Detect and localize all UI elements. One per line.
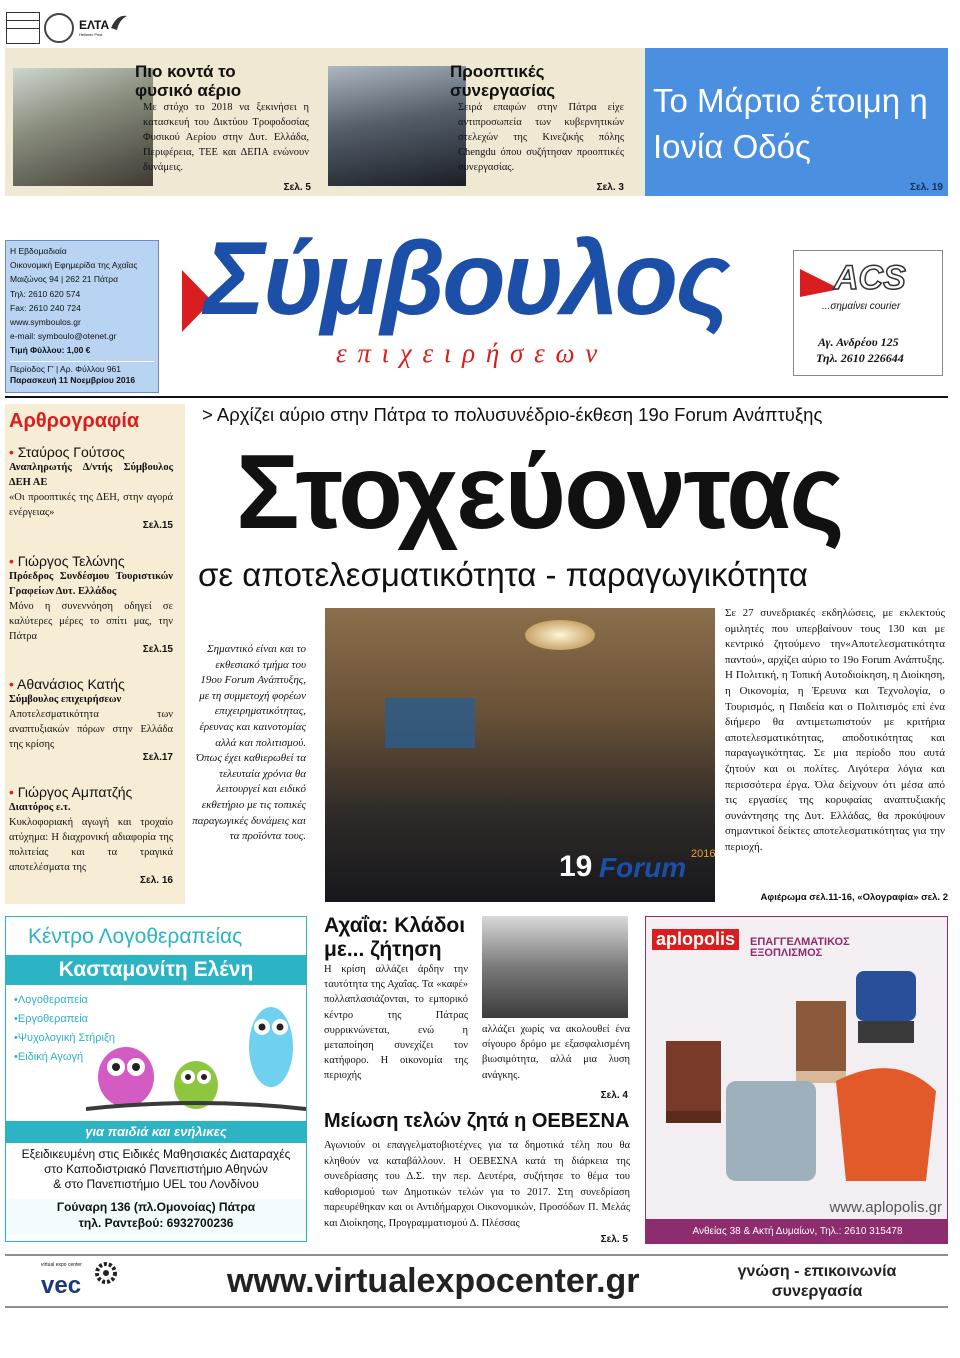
aplopolis-tagline: ΕΠΑΓΓΕΛΜΑΤΙΚΟΣ ΕΞΟΠΛΙΣΜΟΣ (750, 936, 850, 959)
teaser-coop-text: Σειρά επαφών στην Πάτρα είχε αντιπροσωπεία των κυβερνητικών στελεχών της Κινεζικής πόλης Chengdu όπου συζήτησαν προοπτικές συνεργασίας. (458, 102, 624, 173)
speech-ad-audience (6, 1121, 306, 1143)
elta-sub: Hellenic Post (79, 32, 103, 37)
teaser-ionia-page: Σελ. 19 (910, 182, 943, 193)
speech-ad-address: Γούναρη 136 (πλ.Ομονοίας) Πάτρα (56, 1200, 256, 1214)
speech-ad-spec-line: στο Καποδιστριακό Πανεπιστήμιο Αθηνών (44, 1162, 268, 1176)
teaser-gas[interactable] (5, 48, 315, 196)
vec-slogan-line: συνεργασία (771, 1283, 863, 1300)
sidebar-article-page: Σελ. 16 (140, 875, 173, 886)
sidebar-article-role: Διαιτόρος ε.τ. (9, 802, 71, 813)
sidebar-article[interactable] (9, 676, 173, 763)
sidebar-article[interactable] (9, 444, 173, 531)
vec-logo: vec (41, 1272, 82, 1299)
acs-ad[interactable] (793, 250, 943, 376)
postage-stamp (6, 12, 40, 44)
sidebar-article-text: «Οι προοπτικές της ΔΕΗ, στην αγορά ενέργειας» (9, 492, 173, 518)
lead-photo (325, 608, 715, 902)
sidebar-article-text: Μόνο η συνεννόηση οδηγεί σε καλύτερες μέρες το σπίτι μας, την Πάτρα (9, 601, 173, 642)
masthead-rule (5, 396, 948, 398)
forum-logo-year: 2016 (691, 848, 715, 860)
lead-body (725, 606, 945, 856)
chairs-illustration-icon (646, 961, 948, 1201)
story-achaia-page: Σελ. 4 (600, 1090, 628, 1101)
speech-ad[interactable] (5, 916, 307, 1242)
sidebar-article-author: • Σταύρος Γούτσος (9, 444, 125, 460)
speech-ad-title2-text: Κασταμονίτη Ελένη (58, 958, 254, 981)
lead-footer[interactable]: Αφιέρωμα σελ.11-16, «Ολογραφία» σελ. 2 (760, 892, 948, 903)
sidebar-article-author: • Αθανάσιος Κατής (9, 676, 125, 692)
sidebar-article-role: Αναπληρωτής Δ/ντής Σύμβουλος ΔΕΗ ΑΕ (9, 462, 173, 488)
service-item: •Ψυχολογική Στήριξη (14, 1032, 115, 1044)
info-line: Μαιζώνος 94 | 262 21 Πάτρα (10, 274, 119, 285)
forum-logo-number: 19 (559, 850, 593, 883)
sidebar-article-role: Σύμβουλος επιχειρήσεων (9, 694, 122, 705)
story-achaia-text2: αλλάζει χωρίς να ακολουθεί ένα σίγουρο δρόμο με εξασφαλισμένη βιωσιμότητα, αλλά μια λυση ανάγκης. (482, 1024, 630, 1081)
story-achaia[interactable] (324, 914, 630, 1104)
service-item: •Εργοθεραπεία (14, 1013, 88, 1025)
info-line: Οικονομική Εφημερίδα της Αχαΐας (10, 260, 138, 271)
speech-ad-phone: τηλ. Ραντεβού: 6932700236 (78, 1216, 234, 1230)
speech-ad-specs (6, 1147, 306, 1192)
vec-small-text: virtual expo center (41, 1262, 82, 1268)
speech-ad-audience-text: για παιδιά και ενήλικες (85, 1124, 227, 1139)
logo-main: Σύμβουλος (204, 221, 728, 337)
masthead-logo (176, 221, 776, 378)
story-achaia-title: Αχαΐα: Κλάδοι με... ζήτηση (324, 914, 466, 961)
logo-sub: ε π ι χ ε ι ρ ή σ ε ω ν (336, 338, 600, 368)
sidebar-article-page: Σελ.17 (142, 752, 173, 763)
info-line: Τηλ: 2610 620 574 (10, 288, 81, 299)
speech-ad-spec-line: & στο Πανεπιστήμιο UEL του Λονδίνου (53, 1177, 259, 1191)
story-oevesna-page: Σελ. 5 (600, 1234, 628, 1245)
lead-kicker[interactable]: > Αρχίζει αύριο στην Πάτρα το πολυσυνέδριο-έκθεση 19ο Forum Ανάπτυξης (202, 404, 823, 425)
aplopolis-address-text: Ανθείας 38 & Ακτή Δυμαίων, Τηλ.: 2610 315478 (692, 1226, 903, 1237)
speech-ad-contact (6, 1199, 306, 1235)
teaser-coop-photo (328, 66, 466, 186)
acs-tagline: ...σημαίνει courier (822, 301, 901, 312)
service-item: •Ειδική Αγωγή (14, 1051, 84, 1063)
sidebar-article-text: Αποτελεσματικότητα των αναπτυξιακών πόρων στην Ελλάδα της κρίσης (9, 709, 173, 750)
speech-ad-title1: Κέντρο Λογοθεραπείας (28, 925, 243, 948)
forum-logo (555, 834, 715, 902)
speech-ad-spec-line: Εξειδικευμένη στις Ειδικές Μαθησιακές Διαταραχές (21, 1147, 291, 1161)
lead-headline[interactable]: Στοχεύοντας (236, 433, 843, 551)
lead-photo-light (525, 620, 595, 650)
info-line: Fax: 2610 240 724 (10, 302, 81, 313)
vec-banner[interactable] (5, 1254, 948, 1308)
elta-logo (79, 18, 109, 37)
teaser-ionia[interactable] (645, 48, 948, 196)
sidebar-article-author: • Γιώργος Αμπατζής (9, 784, 133, 800)
lead-photo-stand (385, 698, 475, 748)
info-line: e-mail: symboulo@otenet.gr (10, 331, 117, 342)
lead-subhead: σε αποτελεσματικότητα - παραγωγικότητα (198, 556, 808, 593)
lead-body-p2: Η Πολιτική, η Τοπική Αυτοδιοίκηση, η Διοίκηση, η Οικονομία, η Έρευνα και Τεχνολογία, ο Τουρισμός, η Παιδεία και ο Πολιτισμός επί ένα διήμερο θα αντιμετωπιστούν με κριτήρια αποτελεσματικότητας, αποδοτικότητας και παραγωγικότητας. Σε μια περίοδο που αυτά ζητούν και οι πολίτες. Λιγότερα λόγια και περισσότερα έργα. Όλα δείχνουν ότι μέσα από τις εργασίες της κορυφαίας αναπτυξιακής συνάντησης της Δυτ. Ελλάδας, θα προκύψουν σημαντικοί δείκτες αποτελεσματικότητας για την περιοχή. (725, 669, 945, 853)
sidebar-article-page: Σελ.15 (142, 644, 173, 655)
lead-caption: Σημαντικό είναι και το εκθεσιακό τμήμα του 19ου Forum Ανάπτυξης, με τη συμμετοχή φορέων επιχειρηματικότητας, έρευνας και καινοτομίας αλλά και πολιτισμού. Όπως έχει καθιερωθεί τα τελευταία χρόνια θα λειτουργεί και ειδικό εκθετήριο με τις τοπικές παραγωγικές δυνάμεις και τα προϊόντα τους. (192, 643, 306, 843)
speech-ad-title2 (6, 955, 306, 985)
elta-text: ΕΛΤΑ (79, 18, 110, 32)
sidebar-article-role: Πρόεδρος Συνδέσμου Τουριστικών Γραφείων Δυτ. Ελλάδος (9, 571, 173, 597)
teaser-gas-photo (13, 68, 153, 186)
aplopolis-brand: aplopolis (652, 929, 739, 950)
teaser-coop-title: Προοπτικές συνεργασίας (450, 62, 556, 100)
aplopolis-address (646, 1219, 948, 1244)
sidebar-article[interactable] (9, 784, 173, 886)
issue-line: Περίοδος Γ' | Αρ. Φύλλου 961 (10, 361, 154, 375)
gear-icon (93, 1260, 119, 1286)
sidebar-article-author: • Γιώργος Τελώνης (9, 553, 125, 569)
info-line: www.symboulos.gr (10, 317, 81, 328)
aplopolis-url: www.aplopolis.gr (829, 1199, 942, 1216)
sidebar-title: Αρθρογραφία (9, 410, 140, 432)
story-oevesna-title: Μείωση τελών ζητά η ΟΕΒΕΣΝΑ (324, 1110, 630, 1132)
teaser-gas-title: Πιο κοντά το φυσικό αέριο (135, 62, 242, 100)
teaser-gas-page: Σελ. 5 (283, 182, 311, 193)
info-line: Τιμή Φύλλου: 1,00 € (10, 345, 91, 356)
teaser-ionia-title: Το Μάρτιο έτοιμη η Ιονία Οδός (653, 82, 928, 165)
acs-address: Αγ. Ανδρέου 125 (818, 335, 899, 349)
teaser-gas-text: Με στόχο το 2018 να ξεκινήσει η κατασκευή του Δικτύου Τροφοδοσίας Φυσικού Αερίου στην Δυτ. Ελλάδα, Περιφέρεια, ΤΕΕ και ΔΕΠΑ ενώνουν δυνάμεις. (143, 102, 309, 173)
lead-body-p1: Σε 27 συνεδριακές εκδηλώσεις, με εκλεκτούς ομιλητές που υπερβαίνουν τους 130 και με κεντρικό ζητούμενο την«Αποτελεσματικότητα παντού», αρχίζει αύριο το 19ο Forum Ανάπτυξης. (725, 607, 945, 666)
vec-url: www.virtualexpocenter.gr (227, 1262, 640, 1300)
sidebar-article-page: Σελ.15 (142, 520, 173, 531)
story-achaia-text1: Η κρίση αλλάζει άρδην την ταυτότητα της Αχαΐας. Τα «καφέ» πολλαπλασιάζονται, το εμπορικό κέντρο της Πάτρας συρρικνώνεται, ενώ η μεταποίηση συνεχίζει τον κατήφορο. Η οικονομία της περιοχής (324, 964, 468, 1082)
info-line: Η Εβδομαδιαία (10, 246, 67, 256)
aplopolis-ad[interactable] (645, 916, 948, 1244)
forum-logo-text: Forum (599, 852, 687, 883)
teaser-coop-page: Σελ. 3 (596, 182, 624, 193)
teaser-coop[interactable] (322, 48, 640, 196)
sidebar-article[interactable] (9, 553, 173, 655)
acs-brand: ACS (834, 259, 906, 297)
masthead-info-box (5, 240, 159, 393)
service-item: •Λογοθεραπεία (14, 994, 88, 1006)
story-oevesna[interactable] (324, 1110, 630, 1246)
story-achaia-photo (482, 916, 628, 1018)
sidebar-article-text: Κυκλοφοριακή αγωγή και τροχαίο ατύχημα: Η διαχρονική αδιαφορία της πολιτείας και τα τραγικά αποτελέσματα της (9, 817, 173, 873)
issue-date: Παρασκευή 11 Νοεμβρίου 2016 (10, 374, 136, 385)
seal-icon (44, 13, 74, 43)
vec-slogan-line: γνώση - επικοινωνία (737, 1263, 897, 1280)
vec-slogan (717, 1262, 917, 1302)
owls-illustration-icon (86, 997, 306, 1117)
story-oevesna-text: Αγωνιούν οι επαγγελματοβιοτέχνες για τα δημοτικά τέλη που θα κληθούν να καταβάλλουν. Η ΟΕΒΕΣΝΑ κατά τη διάρκεια της συνεδρίασης του Δ.Σ. την περ. Δευτέρα, συζήτησε το θέμα του καθορισμού των Δημοτικών τελών για το 2017. Στη συνεδρίαση παρευρέθηκαν και οι Αντιδήμαρχοι Οικονομικών, Προσόδων Π. Μελάς και Διοίκησης, Προγραμματισμού Δ. Πλέσσας (324, 1140, 630, 1229)
acs-phone: Τηλ. 2610 226644 (816, 351, 904, 365)
